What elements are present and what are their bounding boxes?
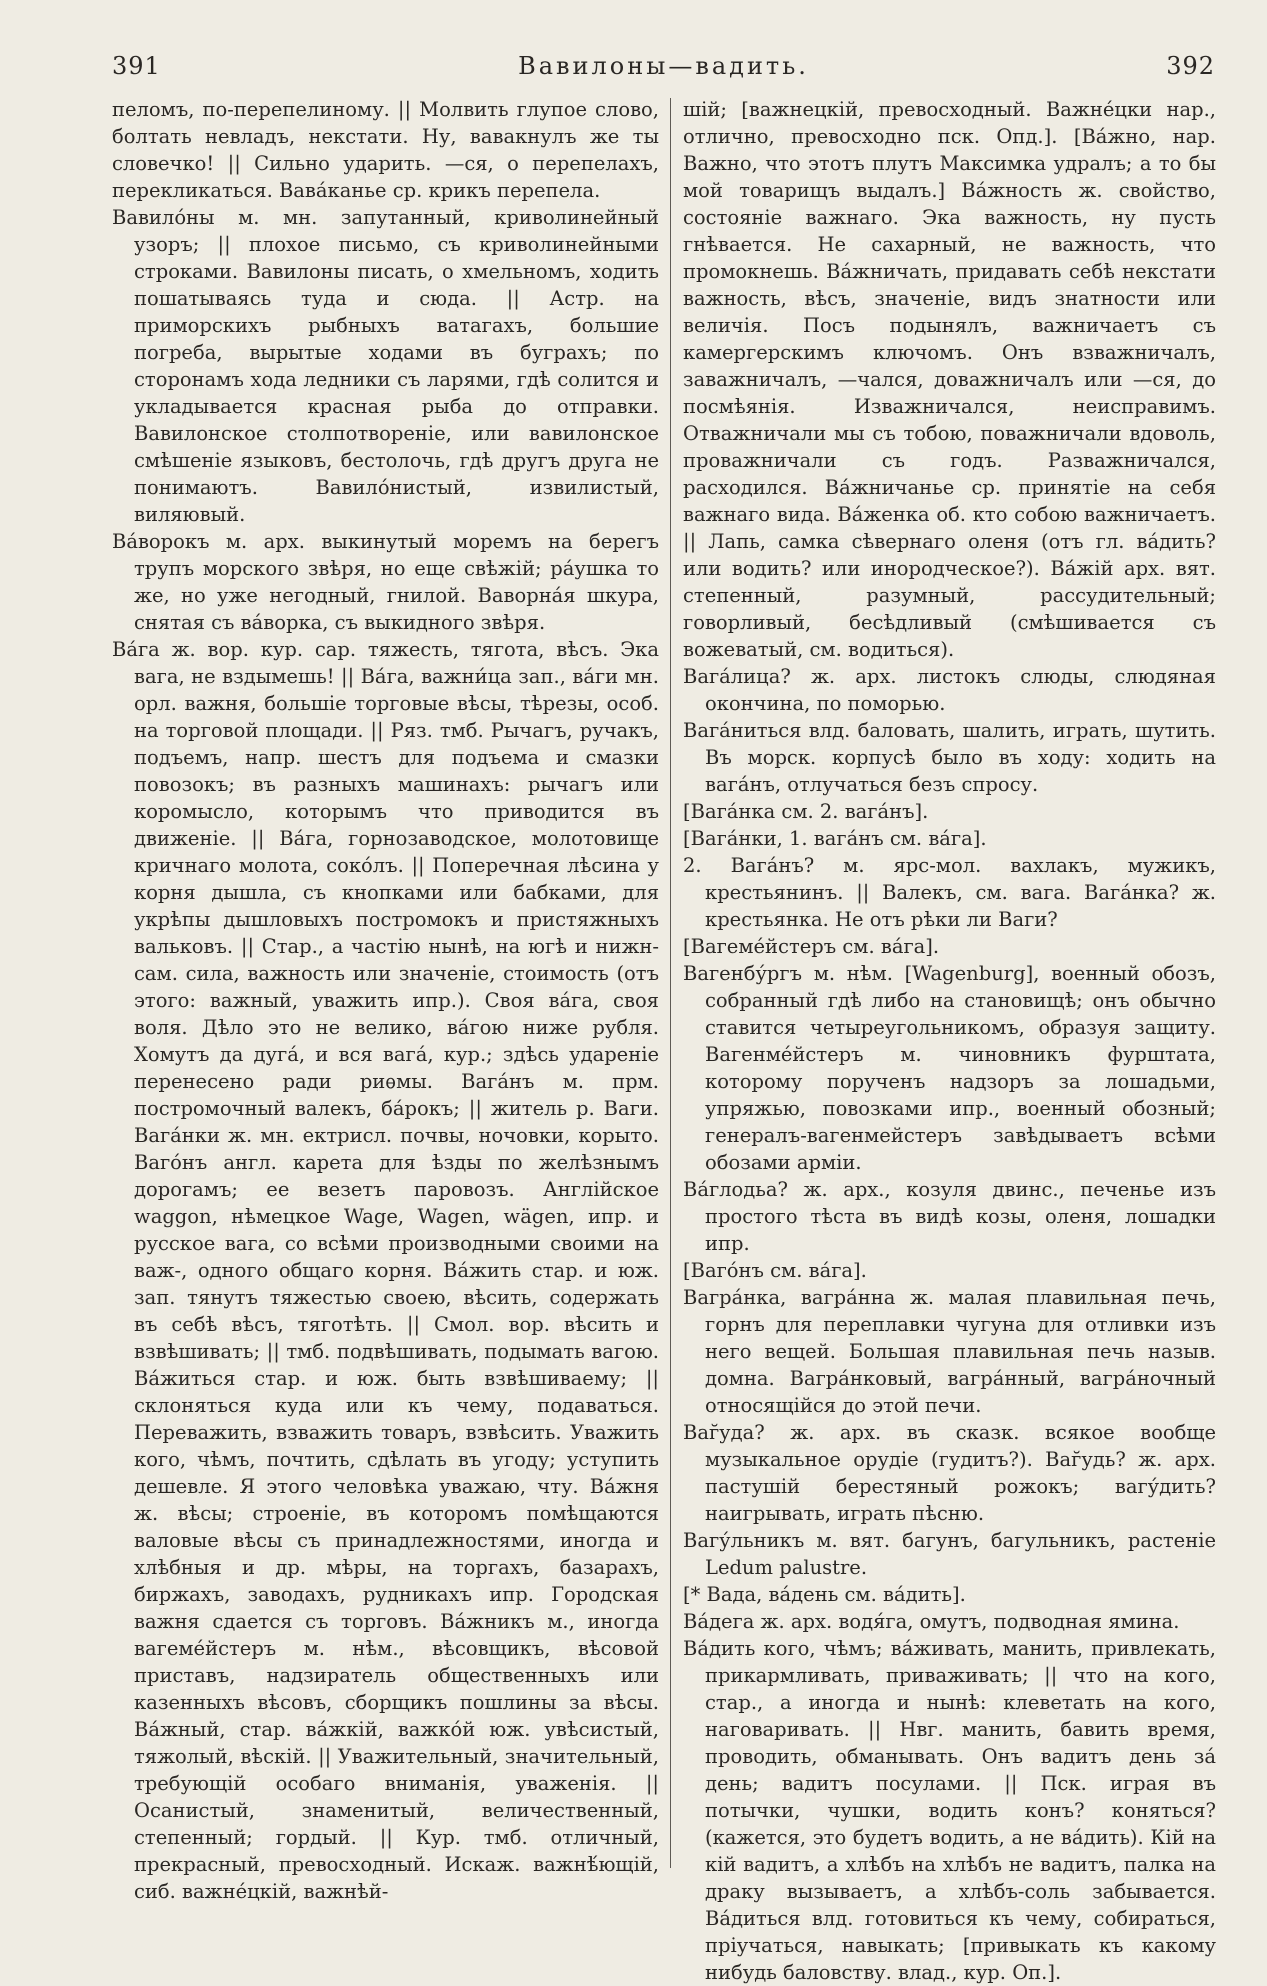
dictionary-entry: Ва́глодьа? ж. арх., козуля двинс., печенье изъ простого тѣста въ видѣ козы, оленя, лошадки ипр. xyxy=(683,1178,1216,1255)
dictionary-entry: [* Вада, ва́день см. ва́дить]. xyxy=(683,1583,966,1606)
dictionary-entry: Ва́дега ж. арх. водя́га, омутъ, подводная ямина. xyxy=(683,1610,1180,1633)
dictionary-entry: [Вага́нки, 1. вага́нъ см. ва́га]. xyxy=(683,827,987,850)
dictionary-entry: шiй; [важнецкiй, превосходный. Важне́цки нар., отлично, превосходно пск. Опд.]. [Ва́жно, нар. Важно, что этотъ плутъ Максимка удралъ; а то бы мой товарищъ выдалъ.] Ва́жность ж. свойство, состоянiе важнаго. Эка важность, ну пусть гнѣвается. Не сахарный, не важность, что промокнешь. Ва́жничать, придавать себѣ некстати важность, вѣсъ, значенiе, видъ знатности или величiя. Посъ подынялъ, важничаетъ съ камергерскимъ ключомъ. Онъ взважничалъ, заважничалъ, —чался, доважничалъ или —ся, до посмѣянiя. Изважничался, неисправимъ. Отважничали мы съ тобою, поважничали вдоволь, проважничали съ годъ. Разважничался, расходился. Ва́жничанье ср. принятiе на себя важнаго вида. Ва́женка об. кто собою важничаетъ. || Лапь, самка сѣвернаго оленя (отъ гл. ва́дить? или водить? или инородческое?). Ва́жiй арх. вят. степенный, разумный, рассудительный; говорливый, бесѣдливый (смѣшивается съ вожеватый, см. водиться). xyxy=(683,98,1216,661)
page-header xyxy=(112,52,1215,88)
column-divider xyxy=(670,98,671,1868)
left-column xyxy=(112,96,659,1903)
dictionary-entry: Ва́дить кого, чѣмъ; ва́живать, манить, привлекать, прикармливать, приваживать; || что на кого, стар., а иногда и нынѣ: клеветать на кого, наговаривать. || Нвг. манить, бавить время, проводить, обманывать. Онъ вадитъ день за́ день; вадитъ посулами. || Пск. играя въ потычки, чушки, водить конъ? коняться? (кажется, это будетъ водить, а не ва́дить). Кiй на кiй вадитъ, а хлѣбъ на хлѣбъ не вадитъ, палка на драку вызываетъ, а хлѣбъ-соль забывается. Ва́диться влд. готовиться къ чему, собираться, прiучаться, навыкать; [привыкать къ какому нибудь баловству. влад., кур. Оп.]. xyxy=(683,1637,1216,1984)
dictionary-entry: Ва́ворокъ м. арх. выкинутый моремъ на берегъ трупъ морского звѣря, но еще свѣжiй; ра́ушка то же, но уже негодный, гнилой. Ваворна́я шкура, снятая съ ва́ворка, съ выкидного звѣря. xyxy=(112,530,659,634)
dictionary-entry: Вагра́нка, вагра́нна ж. малая плавильная печь, горнъ для переплавки чугуна для отливки изъ него вещей. Большая плавильная печь назыв. домна. Вагра́нковый, вагра́нный, вагра́ночный относящiйся до этой печи. xyxy=(683,1286,1216,1417)
dictionary-entry: Вага́ниться влд. баловать, шалить, играть, шутить. Въ морск. корпусѣ было въ ходу: ходить на вага́нъ, отлучаться безъ спросу. xyxy=(683,719,1216,796)
running-title: Вавилоны—вадить. xyxy=(518,52,809,80)
dictionary-entry: пеломъ, по-перепелиному. || Молвить глупое слово, болтать невладъ, некстати. Ну, вавакнулъ же ты словечко! || Сильно ударить. —ся, о перепелахъ, перекликаться. Вава́канье ср. крикъ перепела. xyxy=(112,98,659,202)
page-number-left: 391 xyxy=(112,52,161,80)
dictionary-entry: [Ваго́нъ см. ва́га]. xyxy=(683,1259,867,1282)
dictionary-entry: Вагенбу́ргъ м. нѣм. [Wagenburg], военный обозъ, собранный гдѣ либо на становищѣ; онъ обычно ставится четыреугольникомъ, образуя защиту. Вагенме́йстеръ м. чиновникъ фурштата, которому порученъ надзоръ за лошадьми, упряжью, повозками ипр., военный обозный; генералъ-вагенмейстеръ завѣдываетъ всѣми обозами армiи. xyxy=(683,962,1216,1174)
dictionary-entry: Вага́лица? ж. арх. листокъ слюды, слюдяная окончина, по поморью. xyxy=(683,665,1216,715)
dictionary-entry: 2. Вага́нъ? м. ярс-мол. вахлакъ, мужикъ, крестьянинъ. || Валекъ, см. вага. Вага́нка? ж. крестьянка. Не отъ рѣки ли Ваги? xyxy=(683,854,1216,931)
dictionary-entry: Вавило́ны м. мн. запутанный, криволинейный узоръ; || плохое письмо, съ криволинейными строками. Вавилоны писать, о хмельномъ, ходить пошатываясь туда и сюда. || Астр. на приморскихъ рыбныхъ ватагахъ, большие погреба, вырытые ходами въ буграхъ; по сторонамъ хода ледники съ ларями, гдѣ солится и укладывается красная рыба до отправки. Вавилонское столпотворенiе, или вавилонское смѣшенiе языковъ, бестолочь, гдѣ другъ друга не понимаютъ. Вавило́нистый, извилистый, виляювый. xyxy=(112,206,659,526)
right-column xyxy=(683,96,1216,1984)
dictionary-entry: Ваг̆уда? ж. арх. въ сказк. всякое вообще музыкальное орудiе (гудитъ?). Ваг̆удь? ж. арх. пастушiй берестяный рожокъ; вагу́дить? наигрывать, играть пѣсню. xyxy=(683,1421,1216,1525)
dictionary-entry: Вагу́льникъ м. вят. багунъ, багульникъ, растенiе Ledum palustre. xyxy=(683,1529,1216,1579)
dictionary-entry: [Вагеме́йстеръ см. ва́га]. xyxy=(683,935,940,958)
page-number-right: 392 xyxy=(1166,52,1215,80)
dictionary-entry: Ва́га ж. вор. кур. сар. тяжесть, тягота, вѣсъ. Эка вага, не вздымешь! || Ва́га, важни́ца зап., ва́ги мн. орл. важня, большiе торговые вѣсы, тѣрезы, особ. на торговой площади. || Ряз. тмб. Рычагъ, ручакъ, подъемъ, напр. шестъ для подъема и смазки повозокъ; въ разныхъ машинахъ: рычагъ или коромысло, которымъ что приводится въ движенiе. || Ва́га, горнозаводское, молотовище кричнаго молота, соко́лъ. || Поперечная лѣсина у корня дышла, съ кнопками или бабками, для укрѣпы дышловыхъ постромокъ и пристяжныхъ вальковъ. || Стар., а частiю нынѣ, на югѣ и нижн-сам. сила, важность или значенiе, стоимость (отъ этого: важный, уважить ипр.). Своя ва́га, своя воля. Дѣло это не велико, ва́гою ниже рубля. Хомутъ да дуга́, и вся вага́, кур.; здѣсь ударенiе перенесено ради риѳмы. Вага́нъ м. прм. постромочный валекъ, ба́рокъ; || житель р. Ваги. Вага́нки ж. мн. ектрисл. почвы, ночовки, корыто. Ваго́нъ англ. карета для ѣзды по желѣзнымъ дорогамъ; ее везетъ паровозъ. Англiйское waggon, нѣмецкое Wage, Wagen, wägen, ипр. и русское вага, со всѣми производными своими на важ-, одного общаго корня. Ва́жить стар. и юж. зап. тянутъ тяжестью своею, вѣсить, содержать въ себѣ вѣсъ, тяготѣть. || Смол. вор. вѣсить и взвѣшивать; || тмб. подвѣшивать, подымать вагою. Ва́житься стар. и юж. быть взвѣшиваему; || склоняться куда или къ чему, подаваться. Переважить, взважить товаръ, взвѣсить. Уважить кого, чѣмъ, почтить, сдѣлать въ угоду; уступить дешевле. Я этого человѣка уважаю, чту. Ва́жня ж. вѣсы; строенiе, въ которомъ помѣщаются валовые вѣсы съ принадлежностями, иногда и хлѣбныя и др. мѣры, на торгахъ, базарахъ, биржахъ, заводахъ, рудникахъ ипр. Городская важня сдается съ торговъ. Ва́жникъ м., иногда вагеме́йстеръ м. нѣм., вѣсовщикъ, вѣсовой приставъ, надзиратель общественныхъ или казенныхъ вѣсовъ, сборщикъ пошлины за вѣсы. Ва́жный, стар. ва́жкiй, важко́й юж. увѣсистый, тяжолый, вѣскiй. || Уважительный, значительный, требующiй особаго вниманiя, уваженiя. || Осанистый, знаменитый, величественный, степенный; гордый. || Кур. тмб. отличный, прекрасный, превосходный. Искаж. важнѣ́ющiй, сиб. важне́цкiй, важнѣй- xyxy=(112,638,659,1903)
dictionary-entry: [Вага́нка см. 2. вага́нъ]. xyxy=(683,800,929,823)
